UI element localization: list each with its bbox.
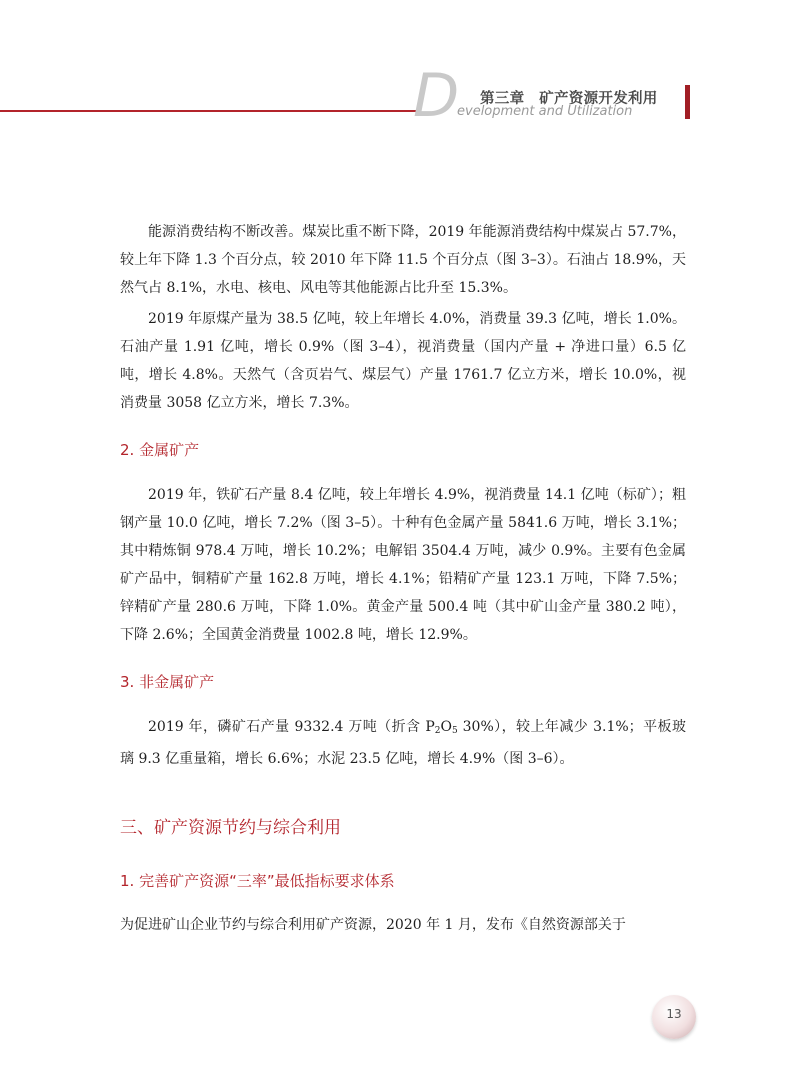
text-segment: 2019 年，磷矿石产量 9332.4 万吨（折含 P xyxy=(148,719,435,735)
paragraph-energy-structure: 能源消费结构不断改善。煤炭比重不断下降，2019 年能源消费结构中煤炭占 57.7%，较上年下降 1.3 个百分点，较 2010 年下降 11.5 个百分点（图 3–3）。石油占 18.9%，天然气占 8.1%，水电、核电、风电等其他能源占比升至 15.3%。 xyxy=(120,224,686,296)
text-segment: 30%），较上年减少 3.1%；平板玻璃 9.3 亿重量箱，增长 6.6%；水泥 23.5 亿吨，增长 4.9%（图 3–6）。 xyxy=(120,719,686,767)
page-number: 13 xyxy=(666,1007,682,1021)
header-rule xyxy=(0,110,418,112)
paragraph-three-rates: 为促进矿山企业节约与综合利用矿产资源，2020 年 1 月，发布《自然资源部关于 xyxy=(120,917,626,933)
heading-metal-minerals: 2. 金属矿产 xyxy=(120,441,200,459)
page-number-badge xyxy=(652,995,696,1039)
heading-nonmetal-minerals: 3. 非金属矿产 xyxy=(120,673,215,691)
subscript: 2 xyxy=(434,726,441,736)
header-accent-bar xyxy=(685,85,690,119)
heading-three-rates: 1. 完善矿产资源“三率”最低指标要求体系 xyxy=(120,872,395,890)
paragraph-metal-minerals: 2019 年，铁矿石产量 8.4 亿吨，较上年增长 4.9%，视消费量 14.1 亿吨（标矿）；粗钢产量 10.0 亿吨，增长 7.2%（图 3–5）。十种有色金属产量 5841.6 万吨，增长 3.1%；其中精炼铜 978.4 万吨，增长 10.2%；电解铝 3504.4 万吨，减少 0.9%。主要有色金属矿产品中，铜精矿产量 162.8 万吨，增长 4.1%；铅精矿产量 123.1 万吨，下降 7.5%；锌精矿产量 280.6 万吨，下降 1.0%。黄金产量 500.4 吨（其中矿山金产量 380.2 吨），下降 2.6%；全国黄金消费量 1002.8 吨，增长 12.9%。 xyxy=(120,487,686,643)
page-content xyxy=(120,218,686,939)
header-initial-letter: D xyxy=(413,61,460,131)
section-heading: 三、矿产资源节约与综合利用 xyxy=(120,818,341,838)
paragraph-nonmetal-minerals xyxy=(120,713,686,773)
chapter-subtitle: evelopment and Utilization xyxy=(457,104,633,119)
subscript: 5 xyxy=(452,726,458,736)
text-segment: O xyxy=(440,719,453,735)
chapter-title: 第三章 矿产资源开发利用 xyxy=(480,91,658,107)
paragraph-energy-output: 2019 年原煤产量为 38.5 亿吨，较上年增长 4.0%，消费量 39.3 亿吨，增长 1.0%。石油产量 1.91 亿吨，增长 0.9%（图 3–4），视消费量（国内产量 + 净进口量）6.5 亿吨，增长 4.8%。天然气（含页岩气、煤层气）产量 1761.7 亿立方米，增长 10.0%，视消费量 3058 亿立方米，增长 7.3%。 xyxy=(120,311,686,411)
